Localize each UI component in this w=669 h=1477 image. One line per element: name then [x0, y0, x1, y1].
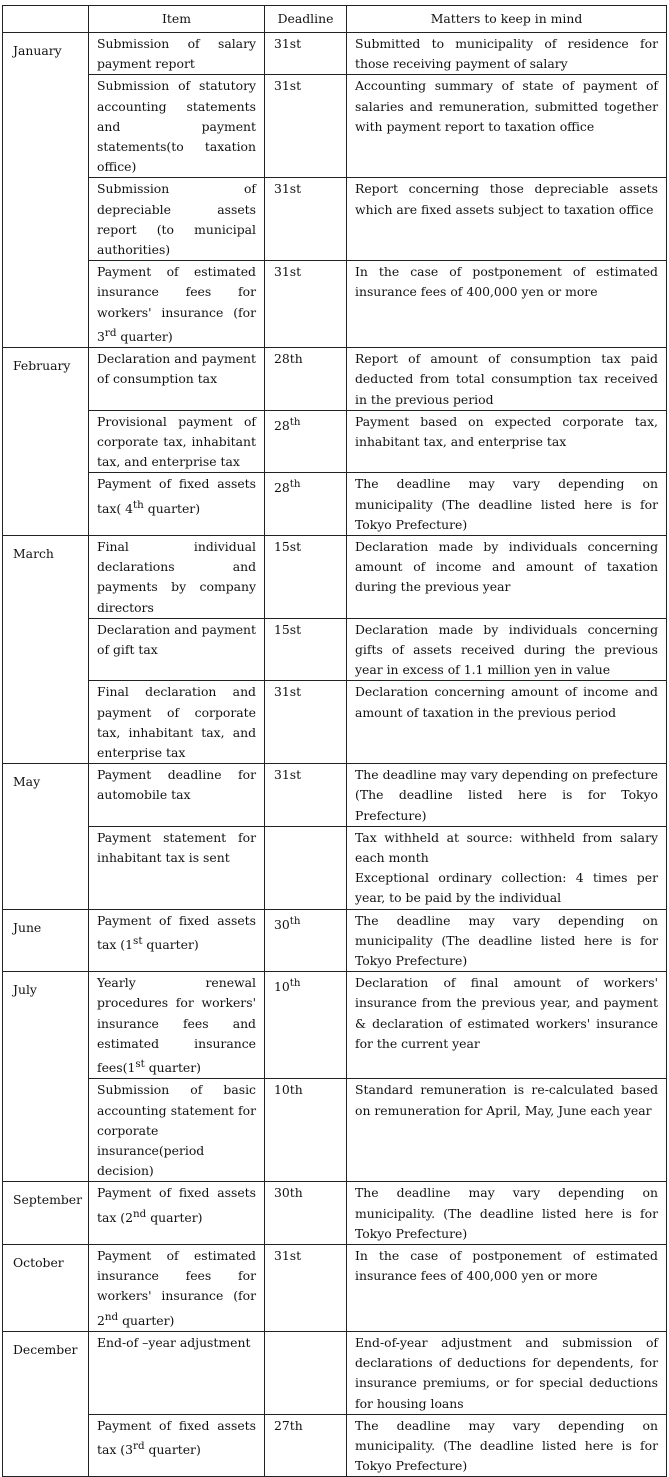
ordinal-suffix: nd: [133, 1207, 147, 1220]
item-cell: Submission of depreciable assets report (to municipal authorities): [89, 178, 265, 261]
table-row: [3, 33, 667, 75]
ordinal-suffix: rd: [104, 326, 117, 339]
notes-cell: The deadline may vary depending on municipality. (The deadline listed here is for Tokyo Prefecture): [347, 1182, 667, 1245]
notes-cell: Report concerning those depreciable assets which are fixed assets subject to taxation office: [347, 178, 667, 261]
deadline-cell: 31st: [265, 75, 347, 178]
notes-cell: In the case of postponement of estimated insurance fees of 400,000 yen or more: [347, 261, 667, 348]
item-cell: [89, 473, 265, 536]
table-row: [3, 410, 667, 473]
notes-cell: The deadline may vary depending on municipality (The deadline listed here is for Tokyo Prefecture): [347, 473, 667, 536]
ordinal-suffix: th: [289, 415, 301, 428]
item-cell: Final individual declarations and payments by company directors: [89, 536, 265, 619]
ordinal-suffix: th: [289, 977, 301, 990]
month-december: December: [3, 1331, 89, 1476]
deadline-cell: [265, 909, 347, 972]
table-row: [3, 1414, 667, 1477]
notes-cell: Declaration made by individuals concerning amount of income and amount of taxation during the previous year: [347, 536, 667, 619]
month-march: March: [3, 536, 89, 764]
deadline-cell: 31st: [265, 1245, 347, 1332]
table-row: [3, 473, 667, 536]
deadline-cell: [265, 826, 347, 909]
header-deadline: Deadline: [265, 6, 347, 33]
item-cell: Final declaration and payment of corporate tax, inhabitant tax, and enterprise tax: [89, 681, 265, 764]
deadline-cell: 31st: [265, 178, 347, 261]
item-text: quarter): [146, 1209, 203, 1225]
item-cell: Declaration and payment of consumption tax: [89, 348, 265, 411]
month-may: May: [3, 764, 89, 909]
item-text: quarter): [116, 328, 173, 344]
deadline-cell: 27th: [265, 1414, 347, 1477]
header-notes: Matters to keep in mind: [347, 6, 667, 33]
deadline-cell: 10th: [265, 1079, 347, 1182]
ordinal-suffix: th: [289, 914, 301, 927]
deadline-cell: 15st: [265, 536, 347, 619]
notes-cell: Submitted to municipality of residence for those receiving payment of salary: [347, 33, 667, 75]
month-february: February: [3, 348, 89, 536]
item-text: quarter): [144, 1060, 202, 1076]
ordinal-suffix: th: [289, 478, 301, 491]
notes-cell: [347, 826, 667, 909]
month-october: October: [3, 1245, 89, 1332]
deadline-cell: [265, 473, 347, 536]
notes-cell: Declaration made by individuals concerning gifts of assets received during the previous year in excess of 1.1 million yen in value: [347, 618, 667, 681]
item-text: Payment of estimated insurance fees for workers' insurance (for 3: [97, 264, 256, 344]
notes-cell: In the case of postponement of estimated insurance fees of 400,000 yen or more: [347, 1245, 667, 1332]
notes-cell: Report of amount of consumption tax paid deducted from total consumption tax received in the previous period: [347, 348, 667, 411]
notes-line: Tax withheld at source: withheld from salary each month: [355, 829, 658, 866]
item-text: quarter): [144, 1442, 201, 1458]
month-june: June: [3, 909, 89, 972]
header-row: [3, 6, 667, 33]
notes-cell: Declaration concerning amount of income and amount of taxation in the previous period: [347, 681, 667, 764]
item-cell: Submission of statutory accounting statements and payment statements(to taxation office): [89, 75, 265, 178]
ordinal-suffix: nd: [104, 1310, 119, 1323]
ordinal-suffix: th: [133, 498, 144, 511]
item-text: Yearly renewal procedures for workers' insurance fees and estimated insurance fees(1: [97, 975, 256, 1076]
deadline-text: 28: [274, 480, 290, 496]
table-row: [3, 261, 667, 348]
notes-cell: Standard remuneration is re-calculated based on remuneration for April, May, June each year: [347, 1079, 667, 1182]
table-row: [3, 75, 667, 178]
item-cell: Submission of basic accounting statement for corporate insurance(period decision): [89, 1079, 265, 1182]
deadline-cell: [265, 1331, 347, 1414]
table-row: [3, 348, 667, 411]
item-cell: [89, 1182, 265, 1245]
deadline-text: 10: [274, 979, 290, 995]
deadline-cell: 31st: [265, 33, 347, 75]
header-item: Item: [89, 6, 265, 33]
table-row: [3, 1331, 667, 1414]
notes-cell: End-of-year adjustment and submission of declarations of deductions for dependents, for insurance premiums, or for special deductions for housing loans: [347, 1331, 667, 1414]
table-row: [3, 1245, 667, 1332]
header-month: [3, 6, 89, 33]
item-cell: [89, 261, 265, 348]
item-cell: Provisional payment of corporate tax, inhabitant tax, and enterprise tax: [89, 410, 265, 473]
item-text: Payment of fixed assets tax (2: [97, 1185, 256, 1225]
month-july: July: [3, 972, 89, 1182]
item-cell: Payment statement for inhabitant tax is sent: [89, 826, 265, 909]
deadline-cell: [265, 410, 347, 473]
table-row: [3, 764, 667, 827]
deadline-text: 28: [274, 417, 290, 433]
item-cell: Payment deadline for automobile tax: [89, 764, 265, 827]
item-text: Payment of fixed assets tax( 4: [97, 476, 256, 516]
ordinal-suffix: st: [135, 1058, 145, 1071]
item-cell: [89, 909, 265, 972]
table-row: [3, 178, 667, 261]
notes-cell: The deadline may vary depending on municipality. (The deadline listed here is for Tokyo Prefecture): [347, 1414, 667, 1477]
month-september: September: [3, 1182, 89, 1245]
ordinal-suffix: rd: [133, 1439, 145, 1452]
notes-line: Exceptional ordinary collection: 4 times per year, to be paid by the individual: [355, 870, 658, 906]
notes-cell: Accounting summary of state of payment of salaries and remuneration, submitted together with payment report to taxation office: [347, 75, 667, 178]
notes-cell: The deadline may vary depending on municipality (The deadline listed here is for Tokyo Prefecture): [347, 909, 667, 972]
table-row: [3, 1182, 667, 1245]
item-text: quarter): [142, 936, 199, 952]
item-cell: Submission of salary payment report: [89, 33, 265, 75]
item-text: quarter): [143, 500, 201, 516]
deadline-cell: 31st: [265, 764, 347, 827]
item-text: Payment of fixed assets tax (1: [97, 912, 256, 952]
deadline-cell: 15st: [265, 618, 347, 681]
notes-cell: Payment based on expected corporate tax, inhabitant tax, and enterprise tax: [347, 410, 667, 473]
table-row: [3, 618, 667, 681]
table-row: [3, 972, 667, 1079]
tax-deadline-table: [2, 5, 667, 1477]
item-text: Payment of fixed assets tax (3: [97, 1417, 256, 1458]
table-row: [3, 1079, 667, 1182]
table-row: [3, 909, 667, 972]
deadline-cell: [265, 972, 347, 1079]
item-cell: [89, 1414, 265, 1477]
deadline-text: 30: [274, 916, 290, 932]
item-text: Payment of estimated insurance fees for workers' insurance (for 2: [97, 1248, 256, 1328]
item-cell: [89, 972, 265, 1079]
item-cell: [89, 1245, 265, 1332]
item-text: quarter): [118, 1312, 175, 1328]
ordinal-suffix: st: [133, 934, 143, 947]
item-cell: Declaration and payment of gift tax: [89, 618, 265, 681]
table-row: [3, 681, 667, 764]
deadline-cell: 30th: [265, 1182, 347, 1245]
month-january: January: [3, 33, 89, 348]
table-row: [3, 826, 667, 909]
table-row: [3, 536, 667, 619]
notes-cell: The deadline may vary depending on prefecture (The deadline listed here is for Tokyo Prefecture): [347, 764, 667, 827]
deadline-cell: 28th: [265, 348, 347, 411]
notes-cell: Declaration of final amount of workers' insurance from the previous year, and payment & declaration of estimated workers' insurance for the current year: [347, 972, 667, 1079]
item-cell: End-of –year adjustment: [89, 1331, 265, 1414]
deadline-cell: 31st: [265, 261, 347, 348]
deadline-cell: 31st: [265, 681, 347, 764]
